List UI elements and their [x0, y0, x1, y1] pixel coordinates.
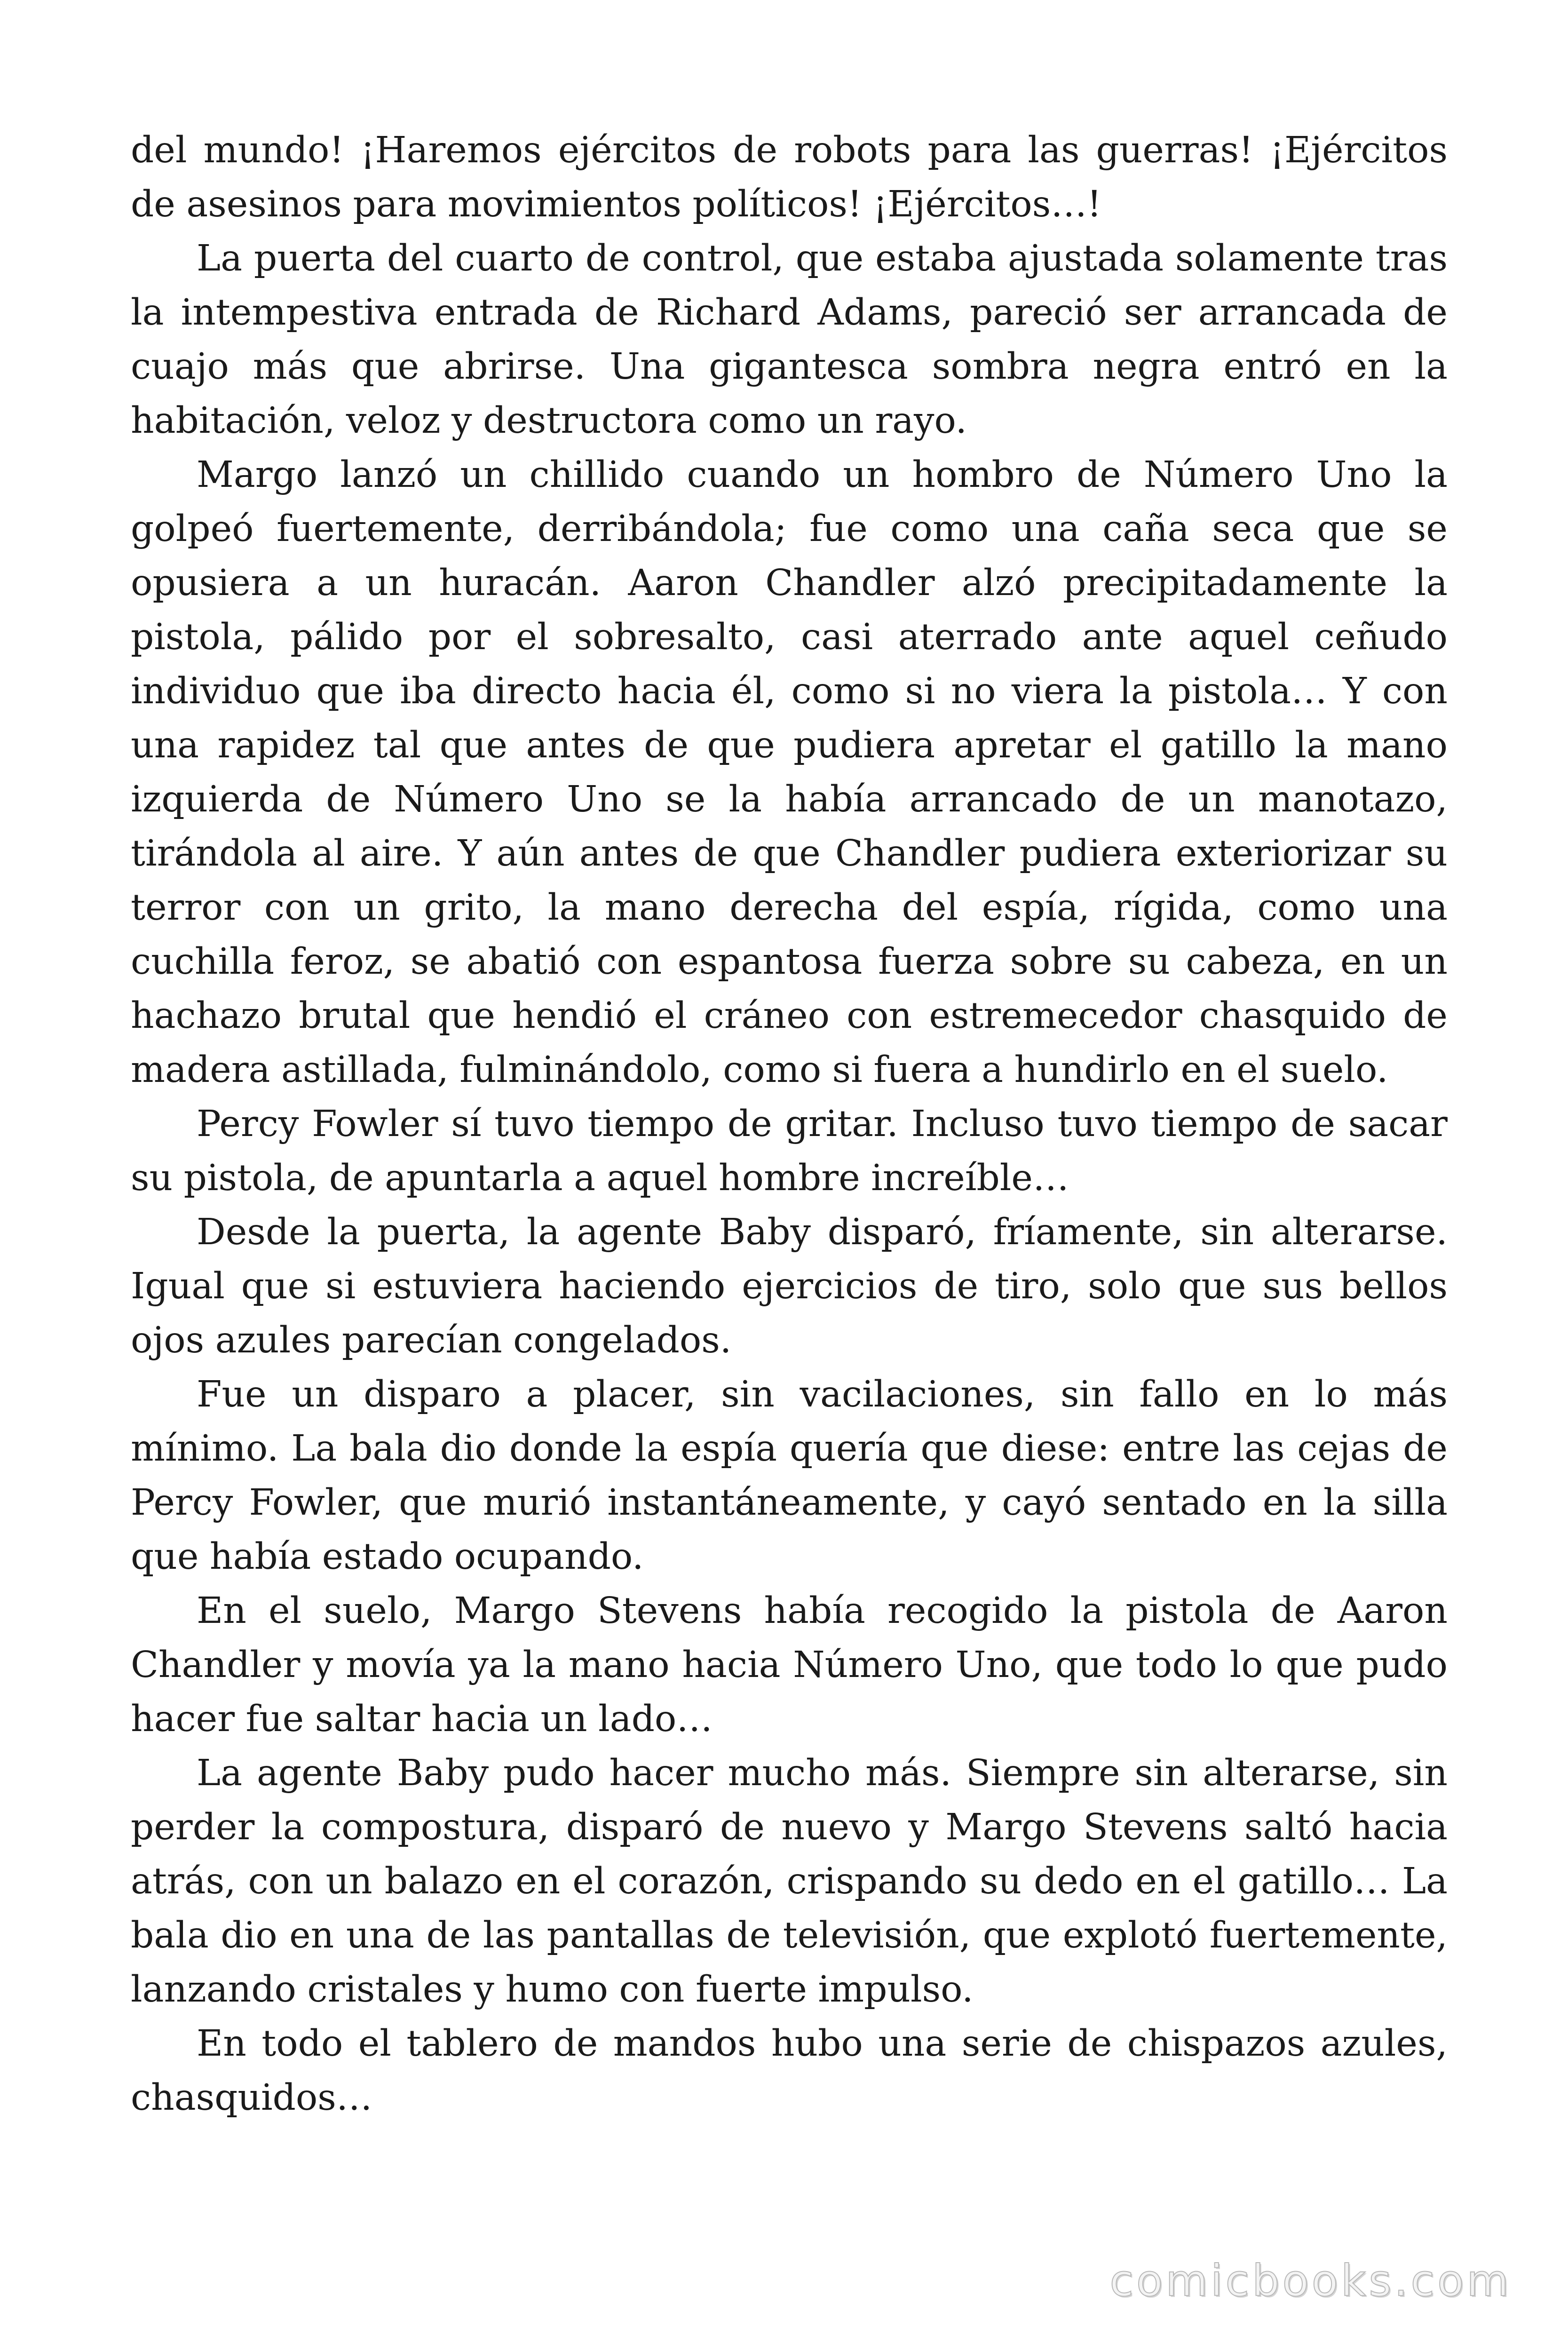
paragraph-1: del mundo! ¡Haremos ejércitos de robots para las guerras! ¡Ejércitos de asesinos para movimientos políticos! ¡Ejércitos…!: [131, 129, 1448, 225]
paragraph-5: Desde la puerta, la agente Baby disparó, fríamente, sin alterarse. Igual que si estuviera haciendo ejercicios de tiro, solo que sus bellos ojos azules parecían congelados.: [131, 1211, 1448, 1361]
page-body: [131, 123, 1448, 2125]
paragraph-7: En el suelo, Margo Stevens había recogido la pistola de Aaron Chandler y movía ya la mano hacia Número Uno, que todo lo que pudo hacer fue saltar hacia un lado…: [131, 1590, 1448, 1740]
watermark: comicbooks.com: [1109, 2256, 1512, 2306]
paragraph-8: La agente Baby pudo hacer mucho más. Siempre sin alterarse, sin perder la compostura, disparó de nuevo y Margo Stevens saltó hacia atrás, con un balazo en el corazón, crispando su dedo en el gatillo… La bala dio en una de las pantallas de televisión, que explotó fuertemente, lanzando cristales y humo con fuerte impulso.: [131, 1752, 1448, 2010]
paragraph-2: La puerta del cuarto de control, que estaba ajustada solamente tras la intempestiva entrada de Richard Adams, pareció ser arrancada de cuajo más que abrirse. Una gigantesca sombra negra entró en la habitación, veloz y destructora como un rayo.: [131, 238, 1448, 442]
paragraph-6: Fue un disparo a placer, sin vacilaciones, sin fallo en lo más mínimo. La bala dio donde la espía quería que diese: entre las cejas de Percy Fowler, que murió instantáneamente, y cayó sentado en la silla que había estado ocupando.: [131, 1374, 1448, 1578]
paragraph-3: Margo lanzó un chillido cuando un hombro de Número Uno la golpeó fuertemente, derribándola; fue como una caña seca que se opusiera a un huracán. Aaron Chandler alzó precipitadamente la pistola, pálido por el sobresalto, casi aterrado ante aquel ceñudo individuo que iba directo hacia él, como si no viera la pistola… Y con una rapidez tal que antes de que pudiera apretar el gatillo la mano izquierda de Número Uno se la había arrancado de un manotazo, tirándola al aire. Y aún antes de que Chandler pudiera exteriorizar su terror con un grito, la mano derecha del espía, rígida, como una cuchilla feroz, se abatió con espantosa fuerza sobre su cabeza, en un hachazo brutal que hendió el cráneo con estremecedor chasquido de madera astillada, fulminándolo, como si fuera a hundirlo en el suelo.: [131, 454, 1448, 1091]
paragraph-9: En todo el tablero de mandos hubo una serie de chispazos azules, chasquidos…: [131, 2023, 1448, 2119]
paragraph-4: Percy Fowler sí tuvo tiempo de gritar. Incluso tuvo tiempo de sacar su pistola, de apuntarla a aquel hombre increíble…: [131, 1103, 1448, 1199]
